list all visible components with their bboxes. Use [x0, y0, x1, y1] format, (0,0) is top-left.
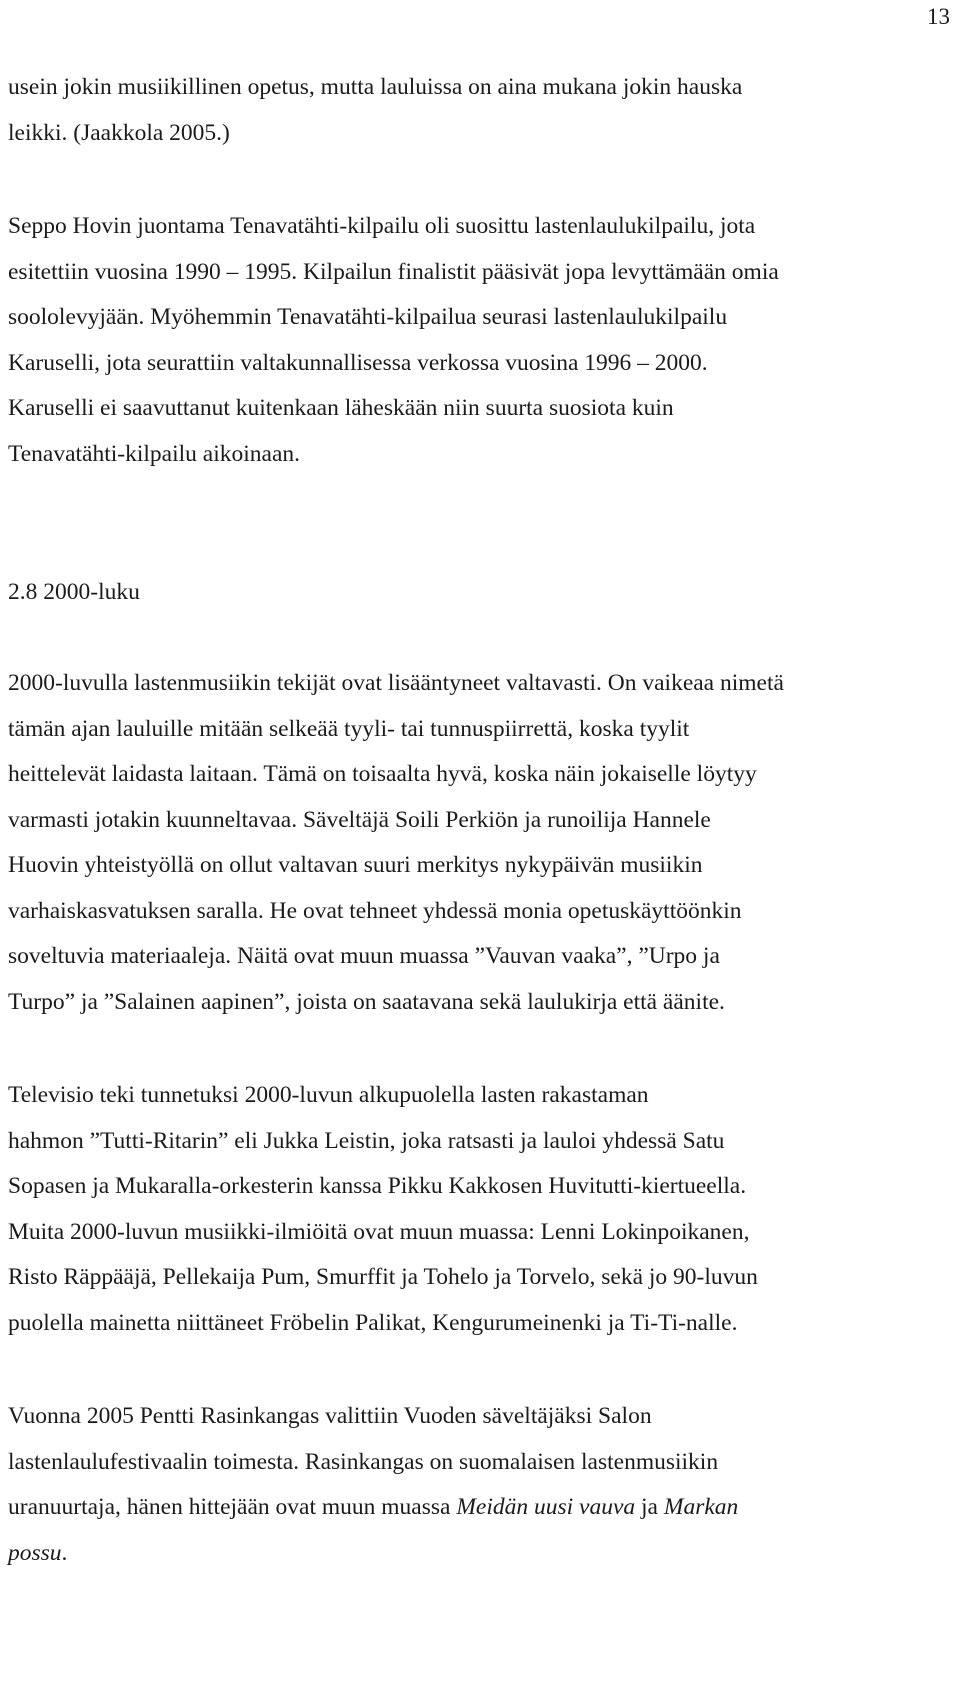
text-line [8, 1485, 948, 1531]
text-line: Turpo” ja ”Salainen aapinen”, joista on saatavana sekä laulukirja että äänite. [8, 988, 725, 1015]
text-line: Televisio teki tunnetuksi 2000-luvun alkupuolella lasten rakastaman [8, 1082, 649, 1108]
paragraph-5 [8, 1394, 948, 1576]
text-line: Sopasen ja Mukaralla-orkesterin kanssa Pikku Kakkosen Huvitutti-kiertueella. [8, 1173, 747, 1199]
text-line: Karuselli, jota seurattiin valtakunnallisessa verkossa vuosina 1996 – 2000. [8, 349, 708, 376]
text-line: heittelevät laidasta laitaan. Tämä on toisaalta hyvä, koska näin jokaiselle löytyy [8, 761, 757, 787]
paragraph-4 [8, 1073, 948, 1346]
text-segment: uranuurtaja, hänen hittejään ovat muun muassa [8, 1494, 457, 1520]
paragraph-3 [8, 661, 948, 1025]
text-line: Tenavatähti-kilpailu aikoinaan. [8, 440, 300, 467]
text-line: lastenlaulufestivaalin toimesta. Rasinkangas on suomalaisen lastenmusiikin [8, 1448, 719, 1475]
text-line: soveltuvia materiaaleja. Näitä ovat muun muassa ”Vauvan vaaka”, ”Urpo ja [8, 943, 720, 969]
text-line [8, 1531, 948, 1577]
paragraph-1 [8, 65, 948, 156]
page-number: 13 [927, 4, 950, 29]
text-line: Muita 2000-luvun musiikki-ilmiöitä ovat muun muassa: Lenni Lokinpoikanen, [8, 1218, 750, 1245]
song-title-markan-possu-part1: Markan [663, 1494, 739, 1520]
text-line: hahmon ”Tutti-Ritarin” eli Jukka Leistin, joka ratsasti ja lauloi yhdessä Satu [8, 1127, 725, 1154]
paragraph-2 [8, 204, 948, 477]
text-line: 2000-luvulla lastenmusiikin tekijät ovat lisääntyneet valtavasti. On vaikeaa nimetä [8, 670, 784, 696]
text-line: Seppo Hovin juontama Tenavatähti-kilpailu oli suosittu lastenlaulukilpailu, jota [8, 213, 756, 239]
text-line: usein jokin musiikillinen opetus, mutta lauluissa on aina mukana jokin hauska [8, 74, 743, 100]
text-line: Risto Räppääjä, Pellekaija Pum, Smurffit ja Tohelo ja Torvelo, sekä jo 90-luvun [8, 1264, 758, 1290]
text-line: tämän ajan lauluille mitään selkeää tyyli- tai tunnuspiirrettä, koska tyylit [8, 715, 690, 742]
text-line: leikki. (Jaakkola 2005.) [8, 119, 230, 146]
song-title-meidan-uusi-vauva: Meidän uusi vauva [456, 1494, 636, 1520]
song-title-markan-possu-part2: possu [8, 1539, 62, 1566]
text-line: esitettiin vuosina 1990 – 1995. Kilpailun finalistit pääsivät jopa levyttämään omia [8, 258, 779, 285]
text-line: varhaiskasvatuksen saralla. He ovat tehneet yhdessä monia opetuskäyttöönkin [8, 897, 742, 924]
text-segment: . [61, 1539, 68, 1566]
text-line: puolella mainetta niittäneet Fröbelin Palikat, Kengurumeinenki ja Ti-Ti-nalle. [8, 1309, 738, 1336]
section-heading: 2.8 2000-luku [8, 579, 140, 605]
text-line: Huovin yhteistyöllä on ollut valtavan suuri merkitys nykypäivän musiikin [8, 852, 703, 878]
text-line: Karuselli ei saavuttanut kuitenkaan läheskään niin suurta suosiota kuin [8, 395, 674, 421]
text-line: Vuonna 2005 Pentti Rasinkangas valittiin Vuoden säveltäjäksi Salon [8, 1403, 652, 1429]
text-line: soololevyjään. Myöhemmin Tenavatähti-kilpailua seurasi lastenlaulukilpailu [8, 304, 728, 330]
text-segment: ja [635, 1494, 664, 1520]
text-line: varmasti jotakin kuunneltavaa. Säveltäjä Soili Perkiön ja runoilija Hannele [8, 806, 711, 833]
